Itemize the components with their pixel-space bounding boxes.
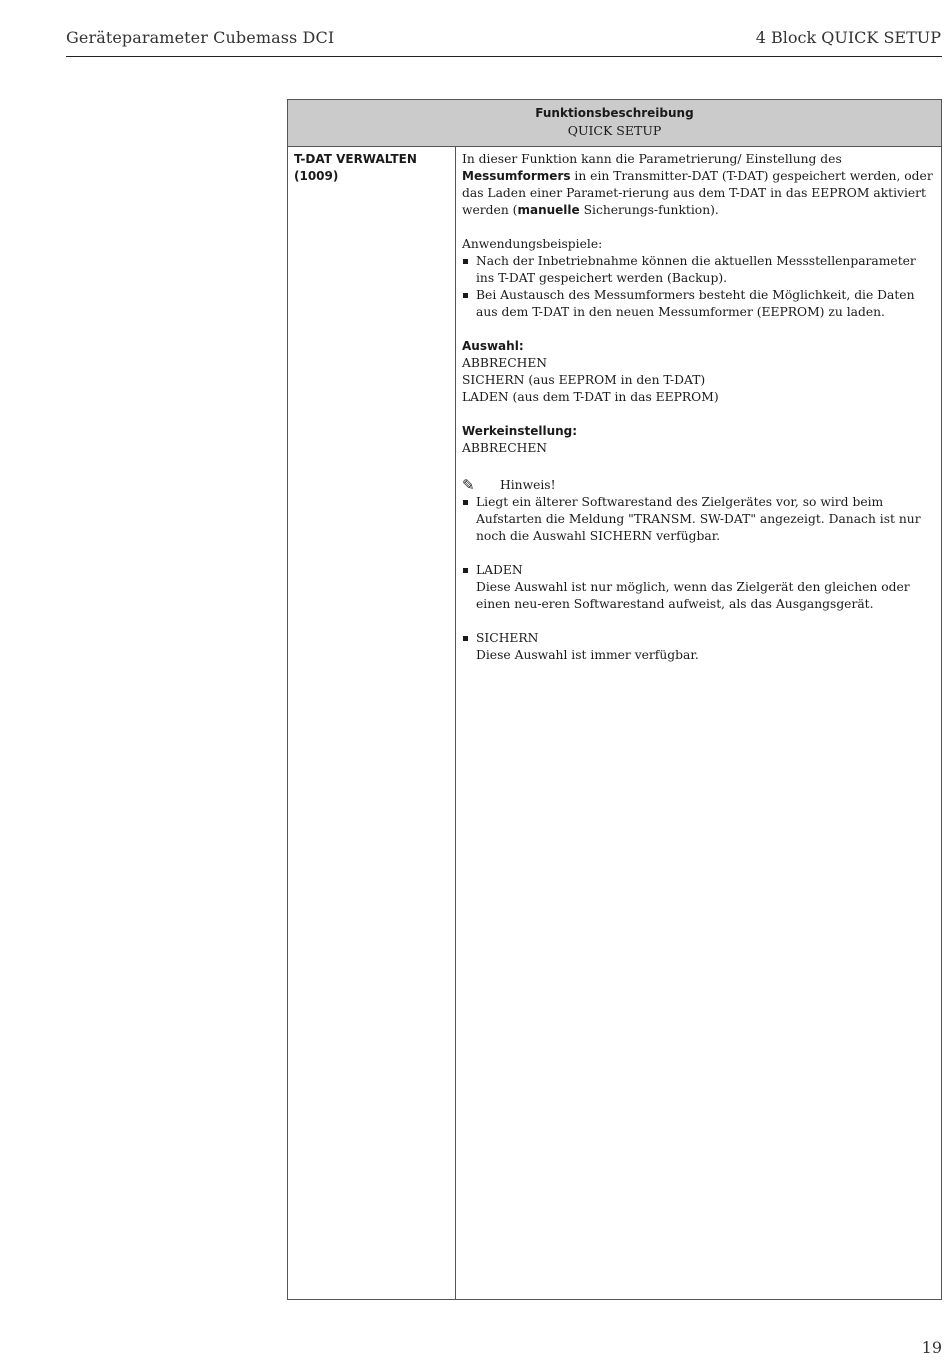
note-item-title: SICHERN bbox=[476, 631, 539, 645]
description-cell bbox=[462, 151, 937, 664]
intro-bold-2: manuelle bbox=[517, 203, 580, 217]
list-item bbox=[462, 287, 937, 321]
bullet-icon bbox=[463, 568, 468, 573]
page-number: 19 bbox=[921, 1338, 942, 1357]
running-header-title: Geräteparameter Cubemass DCI bbox=[66, 28, 335, 47]
selection-title: Auswahl: bbox=[462, 339, 524, 353]
bullet-icon bbox=[463, 259, 468, 264]
function-name: T-DAT VERWALTEN bbox=[294, 152, 417, 166]
table-header-subtitle: QUICK SETUP bbox=[567, 123, 662, 138]
factory-setting-title: Werkeinstellung: bbox=[462, 424, 578, 438]
intro-text-1: In dieser Funktion kann die Parametrierung/ Einstellung des bbox=[462, 152, 842, 166]
intro-bold-1: Messumformers bbox=[462, 169, 571, 183]
header-rule bbox=[66, 56, 942, 57]
running-header-section: 4 Block QUICK SETUP bbox=[755, 28, 941, 47]
bullet-icon bbox=[463, 293, 468, 298]
intro-paragraph bbox=[462, 151, 937, 219]
selection-option: SICHERN (aus EEPROM in den T-DAT) bbox=[462, 373, 706, 387]
function-name-cell bbox=[294, 151, 449, 185]
note-heading bbox=[462, 477, 937, 494]
list-item bbox=[462, 494, 937, 545]
note-text: Diese Auswahl ist nur möglich, wenn das Zielgerät den gleichen oder einen neu-eren Softwarestand aufweist, als das Ausgangsgerät. bbox=[476, 580, 910, 611]
bullet-icon bbox=[463, 636, 468, 641]
list-item bbox=[462, 253, 937, 287]
table-header-title: Funktionsbeschreibung bbox=[535, 106, 694, 120]
intro-text-2: in ein Transmitter-DAT (T-DAT) gespeichert werden, oder das Laden einer Paramet-rierung aus dem T-DAT in das EEPROM aktiviert werden ( bbox=[462, 169, 933, 217]
function-code: (1009) bbox=[294, 169, 339, 183]
table-header bbox=[288, 100, 941, 147]
list-item bbox=[462, 630, 937, 664]
example-text: Nach der Inbetriebnahme können die aktuellen Messstellenparameter ins T-DAT gespeichert werden (Backup). bbox=[476, 254, 916, 285]
bullet-icon bbox=[463, 500, 468, 505]
factory-setting-value: ABBRECHEN bbox=[462, 441, 548, 455]
note-text: Diese Auswahl ist immer verfügbar. bbox=[476, 648, 699, 662]
column-divider bbox=[455, 146, 456, 1299]
note-item-title: LADEN bbox=[476, 563, 523, 577]
intro-text-3: Sicherungs-funktion). bbox=[579, 203, 719, 217]
note-title: Hinweis! bbox=[500, 478, 556, 492]
list-item bbox=[462, 562, 937, 613]
example-text: Bei Austausch des Messumformers besteht die Möglichkeit, die Daten aus dem T-DAT in den neuen Messumformer (EEPROM) zu laden. bbox=[476, 288, 915, 319]
function-table bbox=[287, 99, 942, 1300]
selection-option: LADEN (aus dem T-DAT in das EEPROM) bbox=[462, 390, 719, 404]
note-text: Liegt ein älterer Softwarestand des Zielgerätes vor, so wird beim Aufstarten die Meldung "TRANSM. SW-DAT" angezeigt. Danach ist nur noch die Auswahl SICHERN verfügbar. bbox=[476, 495, 921, 543]
pencil-icon: ✎ bbox=[462, 476, 475, 494]
selection-option: ABBRECHEN bbox=[462, 356, 548, 370]
examples-title: Anwendungsbeispiele: bbox=[462, 237, 603, 251]
